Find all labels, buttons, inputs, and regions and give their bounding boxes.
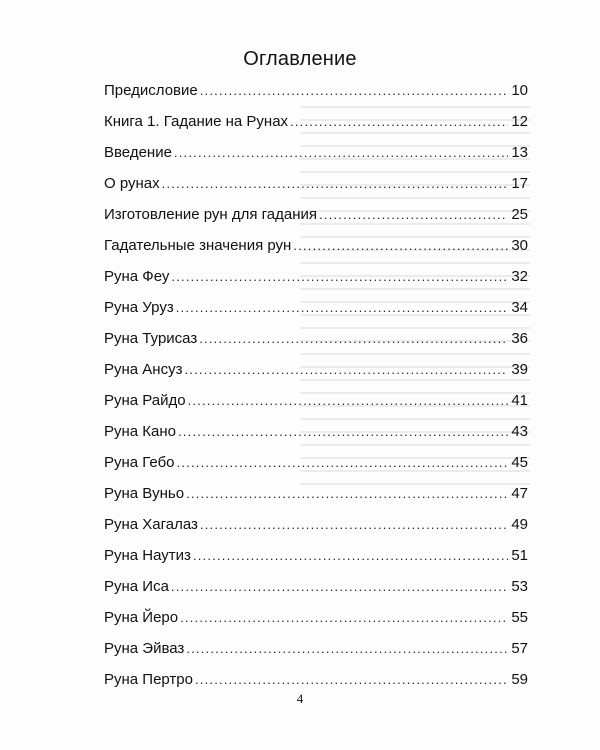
toc-dot-leader	[200, 75, 509, 106]
toc-dot-leader	[180, 602, 508, 633]
toc-entry-page: 30	[511, 237, 528, 254]
toc-entry	[104, 168, 528, 199]
toc-dot-leader	[177, 447, 509, 478]
toc-dot-leader	[186, 633, 508, 664]
toc-dot-leader	[186, 478, 508, 509]
toc-entry-page: 41	[511, 392, 528, 409]
toc-entry	[104, 602, 528, 633]
toc-dot-leader	[171, 571, 508, 602]
toc-entry-title: Руна Наутиз	[104, 547, 191, 564]
toc-entry-page: 57	[511, 640, 528, 657]
toc-entry-title: Руна Пертро	[104, 671, 193, 688]
toc-entry-title: Руна Кано	[104, 423, 177, 440]
toc-entry-title: Руна Уруз	[104, 299, 174, 316]
toc-entry	[104, 261, 528, 292]
toc-entry-page: 25	[511, 206, 528, 223]
toc-entry	[104, 106, 528, 137]
toc-entry	[104, 137, 528, 168]
toc-entry-page: 51	[511, 547, 528, 564]
toc-entry-title: Руна Райдо	[104, 392, 186, 409]
toc-entry-page: 43	[511, 423, 528, 440]
toc-entry-title: Руна Йеро	[104, 609, 179, 626]
toc-entry-title: Предисловие	[104, 82, 198, 99]
toc-entry-title: Изготовление рун для гадания	[104, 206, 318, 223]
toc-dot-leader	[188, 385, 509, 416]
toc-entry-page: 45	[511, 454, 528, 471]
toc-entry	[104, 292, 528, 323]
toc-entry-title: Руна Иса	[104, 578, 169, 595]
toc-entry-page: 53	[511, 578, 528, 595]
toc-entry	[104, 571, 528, 602]
toc-entry-page: 49	[511, 516, 528, 533]
toc-entry-page: 17	[511, 175, 528, 192]
toc-entry-page: 39	[511, 361, 528, 378]
toc-entry	[104, 416, 528, 447]
toc-dot-leader	[162, 168, 509, 199]
toc-title: Оглавление	[243, 48, 357, 70]
toc-entry-title: Руна Эйваз	[104, 640, 185, 657]
toc-list	[104, 75, 528, 695]
toc-entry	[104, 230, 528, 261]
toc-dot-leader	[174, 137, 508, 168]
toc-entry	[104, 509, 528, 540]
toc-entry	[104, 323, 528, 354]
toc-entry	[104, 540, 528, 571]
toc-dot-leader	[293, 230, 508, 261]
toc-dot-leader	[200, 509, 508, 540]
toc-dot-leader	[199, 323, 508, 354]
toc-entry-title: Руна Вуньо	[104, 485, 185, 502]
toc-entry-page: 47	[511, 485, 528, 502]
toc-entry	[104, 354, 528, 385]
toc-entry-page: 34	[511, 299, 528, 316]
toc-entry-page: 13	[511, 144, 528, 161]
toc-entry-title: Руна Турисаз	[104, 330, 198, 347]
toc-entry-page: 12	[511, 113, 528, 130]
toc-entry-title: О рунах	[104, 175, 160, 192]
toc-entry	[104, 447, 528, 478]
toc-entry-page: 10	[511, 82, 528, 99]
toc-entry	[104, 633, 528, 664]
toc-entry-page: 36	[511, 330, 528, 347]
toc-dot-leader	[171, 261, 508, 292]
toc-entry	[104, 478, 528, 509]
toc-entry-title: Руна Гебо	[104, 454, 175, 471]
toc-dot-leader	[176, 292, 509, 323]
toc-entry-page: 59	[511, 671, 528, 688]
toc-entry-title: Книга 1. Гадание на Рунах	[104, 113, 289, 130]
toc-dot-leader	[184, 354, 508, 385]
toc-entry-title: Руна Ансуз	[104, 361, 183, 378]
toc-entry-page: 55	[511, 609, 528, 626]
page-number: 4	[296, 691, 304, 706]
toc-dot-leader	[290, 106, 508, 137]
toc-entry-title: Руна Хагалаз	[104, 516, 198, 533]
toc-entry-title: Гадательные значения рун	[104, 237, 292, 254]
toc-entry	[104, 75, 528, 106]
toc-entry-page: 32	[511, 268, 528, 285]
toc-entry-title: Руна Феу	[104, 268, 170, 285]
toc-dot-leader	[178, 416, 508, 447]
toc-dot-leader	[319, 199, 508, 230]
toc-entry-title: Введение	[104, 144, 172, 161]
toc-entry	[104, 199, 528, 230]
toc-entry	[104, 385, 528, 416]
toc-dot-leader	[193, 540, 508, 571]
